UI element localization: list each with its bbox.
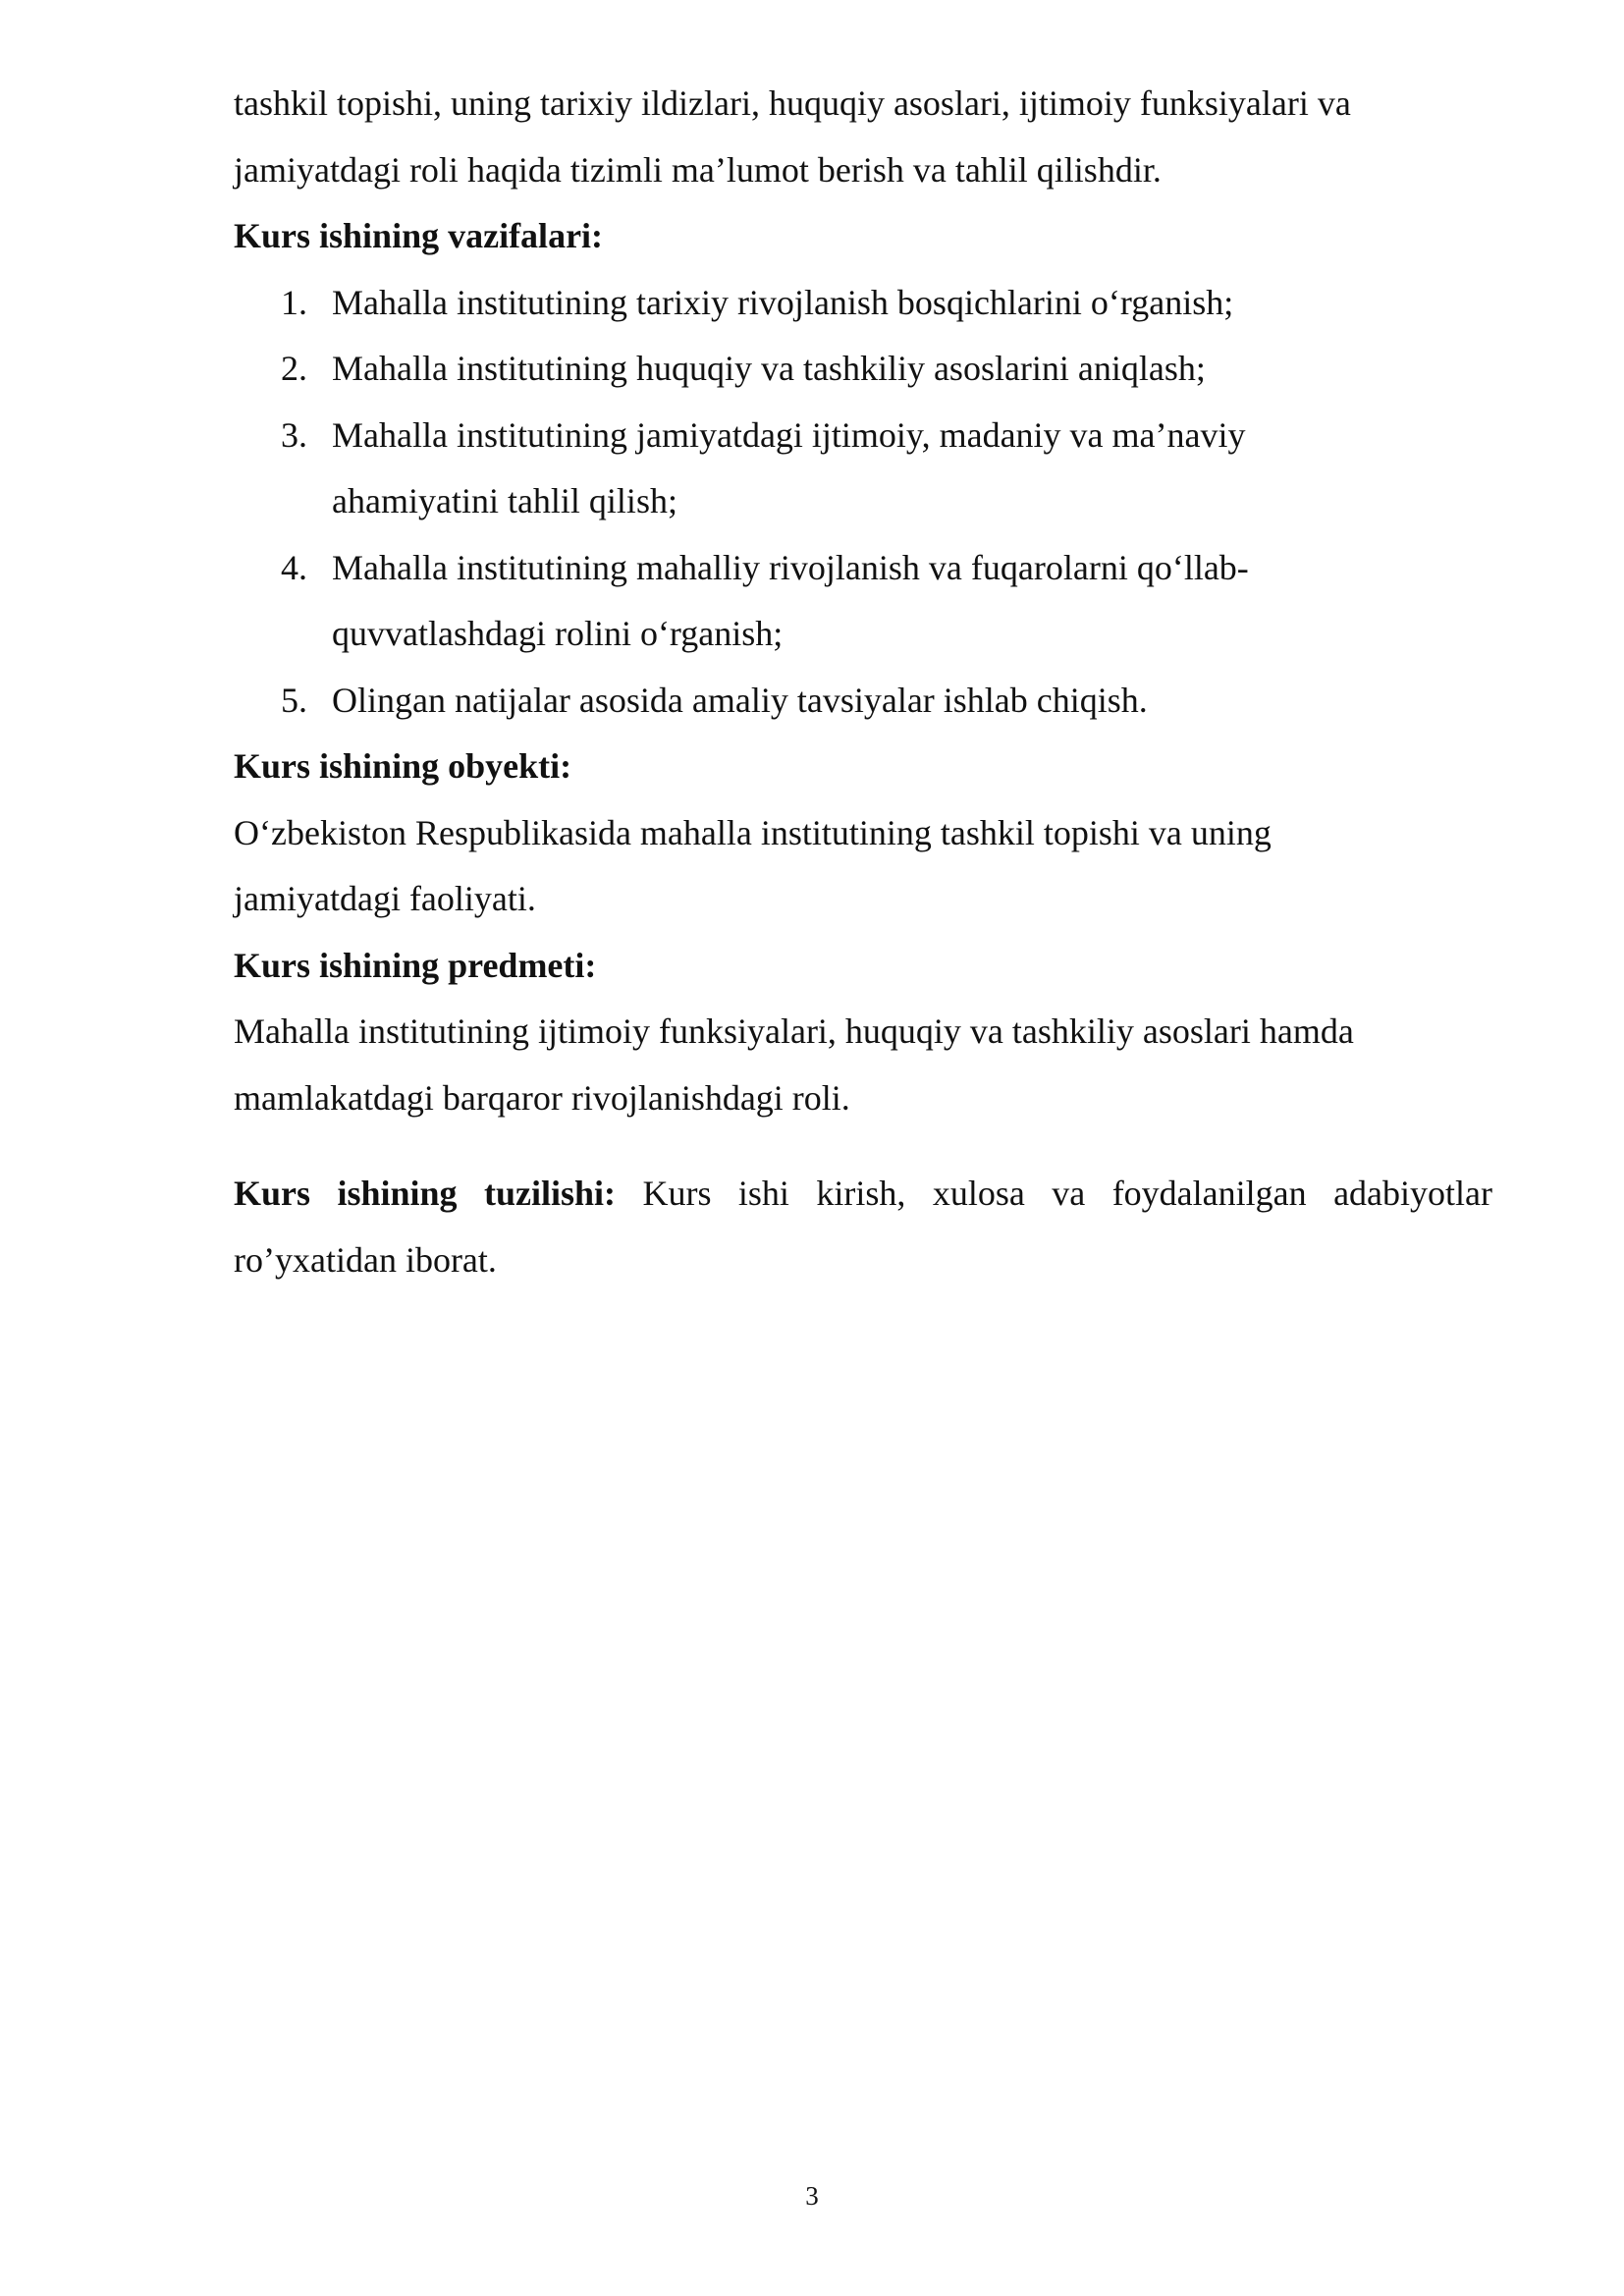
structure-text: Kurs ishi kirish, xulosa va foydalanilgan adabiyotlar ro’yxatidan iborat. <box>234 1174 1493 1280</box>
structure-paragraph <box>234 1161 1492 1293</box>
structure-label: Kurs ishining tuzilishi: <box>234 1174 617 1213</box>
object-paragraph: O‘zbekiston Respublikasida mahalla institutining tashkil topishi va uning jamiyatdagi faoliyati. <box>234 812 1272 918</box>
task-number: 3. <box>281 414 307 455</box>
subject-paragraph: Mahalla institutining ijtimoiy funksiyalari, huquqiy va tashkiliy asoslari hamda mamlakatdagi barqaror rivojlanishdagi roli. <box>234 1011 1354 1118</box>
task-item <box>234 535 1492 668</box>
task-number: 5. <box>281 680 307 720</box>
task-item <box>234 668 1492 735</box>
task-item <box>234 403 1492 535</box>
task-number: 4. <box>281 547 307 587</box>
task-text: Mahalla institutining huquqiy va tashkiliy asoslarini aniqlash; <box>332 349 1206 388</box>
task-number: 2. <box>281 349 307 388</box>
task-item <box>234 336 1492 403</box>
intro-paragraph: tashkil topishi, uning tarixiy ildizlari, huquqiy asoslari, ijtimoiy funksiyalari va jamiyatdagi roli haqida tizimli ma’lumot berish va tahlil qilishdir. <box>234 83 1351 190</box>
task-item <box>234 270 1492 337</box>
task-text: Mahalla institutining jamiyatdagi ijtimoiy, madaniy va ma’naviy ahamiyatini tahlil qilish; <box>332 414 1246 520</box>
tasks-heading: Kurs ishining vazifalari: <box>234 216 604 255</box>
tasks-list <box>234 270 1492 735</box>
task-text: Mahalla institutining tarixiy rivojlanish bosqichlarini o‘rganish; <box>332 282 1234 322</box>
subject-heading: Kurs ishining predmeti: <box>234 945 597 985</box>
task-number: 1. <box>281 282 307 322</box>
task-text: Mahalla institutining mahalliy rivojlanish va fuqarolarni qo‘llab-quvvatlashdagi rolini o‘rganish; <box>332 547 1249 653</box>
page-content <box>234 71 1492 1293</box>
task-text: Olingan natijalar asosida amaliy tavsiyalar ishlab chiqish. <box>332 680 1148 720</box>
object-heading: Kurs ishining obyekti: <box>234 746 572 786</box>
page-number: 3 <box>805 2181 819 2211</box>
